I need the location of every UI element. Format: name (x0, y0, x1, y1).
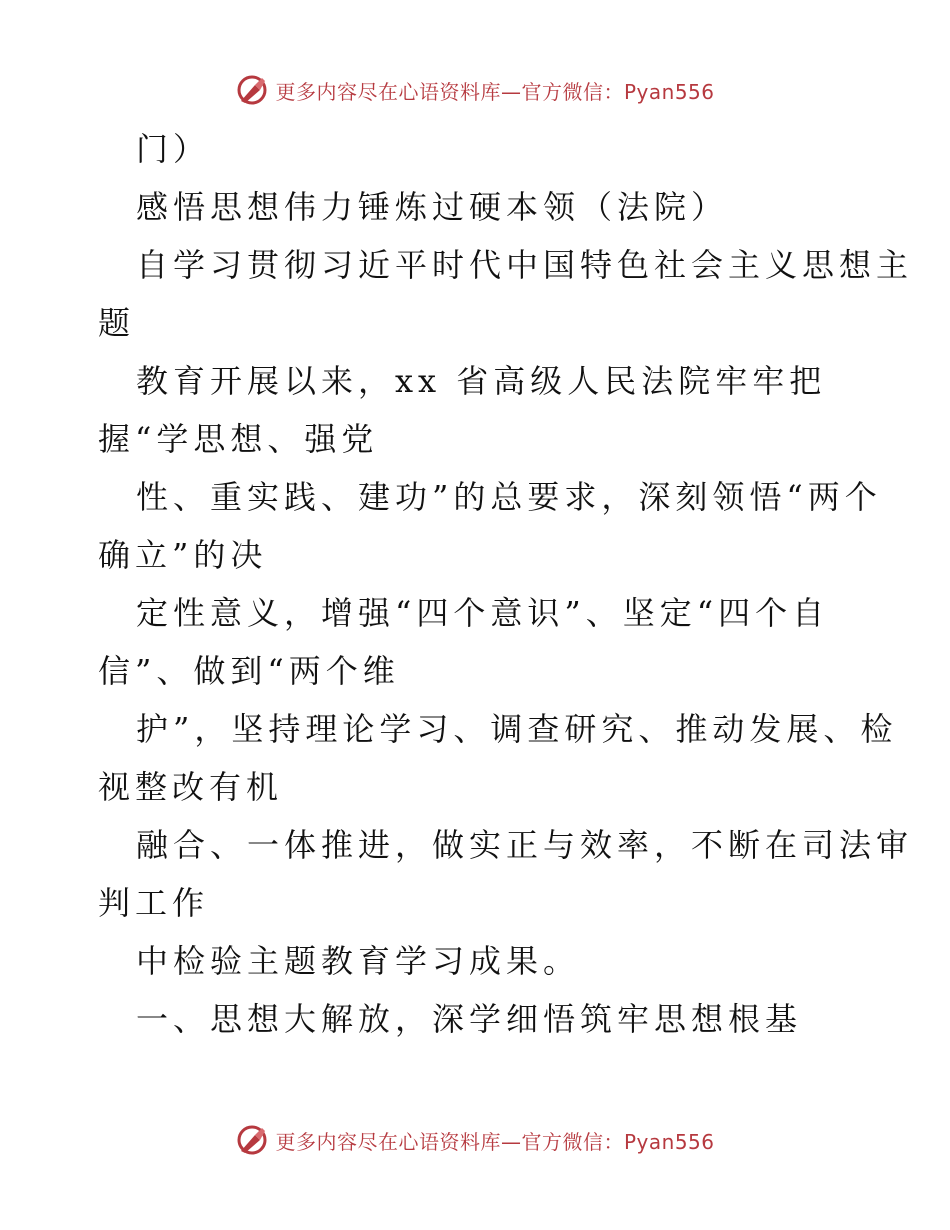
section-heading: 一、思想大解放，深学细悟筑牢思想根基 (136, 1000, 803, 1038)
text-line: 定性意义，增强“四个意识”、坚定“四个自 (136, 594, 830, 632)
text-line: 确立”的决 (98, 536, 268, 574)
wechat-id: Pyan556 (623, 1129, 715, 1154)
header-banner (0, 70, 950, 110)
text-line: 信”、做到“两个维 (98, 652, 400, 690)
text-line: 性、重实践、建功”的总要求，深刻领悟“两个 (136, 478, 882, 516)
text-line: 门） (136, 130, 211, 168)
text-line: 自学习贯彻习近平时代中国特色社会主义思想主 (136, 246, 914, 284)
section-title: 感悟思想伟力锤炼过硬本领（法院） (136, 188, 729, 226)
text-line: 视整改有机 (98, 768, 284, 806)
text-line: 融合、一体推进，做实正与效率，不断在司法审 (136, 826, 914, 864)
text-line: 中检验主题教育学习成果。 (136, 942, 581, 980)
footer-banner-text: 更多内容尽在心语资料库—官方微信：Pyan556 (275, 1129, 715, 1154)
text-line: 护”，坚持理论学习、调查研究、推动发展、检 (136, 710, 898, 748)
text-line: 题 (98, 304, 136, 342)
header-banner-text: 更多内容尽在心语资料库—官方微信：Pyan556 (275, 79, 715, 104)
wechat-id: Pyan556 (623, 79, 715, 104)
text-line: 握“学思想、强党 (98, 420, 379, 458)
pen-nib-logo-icon (235, 73, 269, 107)
pen-nib-logo-icon (235, 1123, 269, 1157)
document-body (98, 120, 914, 1048)
footer-banner (0, 1120, 950, 1160)
text-line: 教育开展以来，xx 省高级人民法院牢牢把 (136, 362, 827, 400)
text-line: 判工作 (98, 884, 210, 922)
